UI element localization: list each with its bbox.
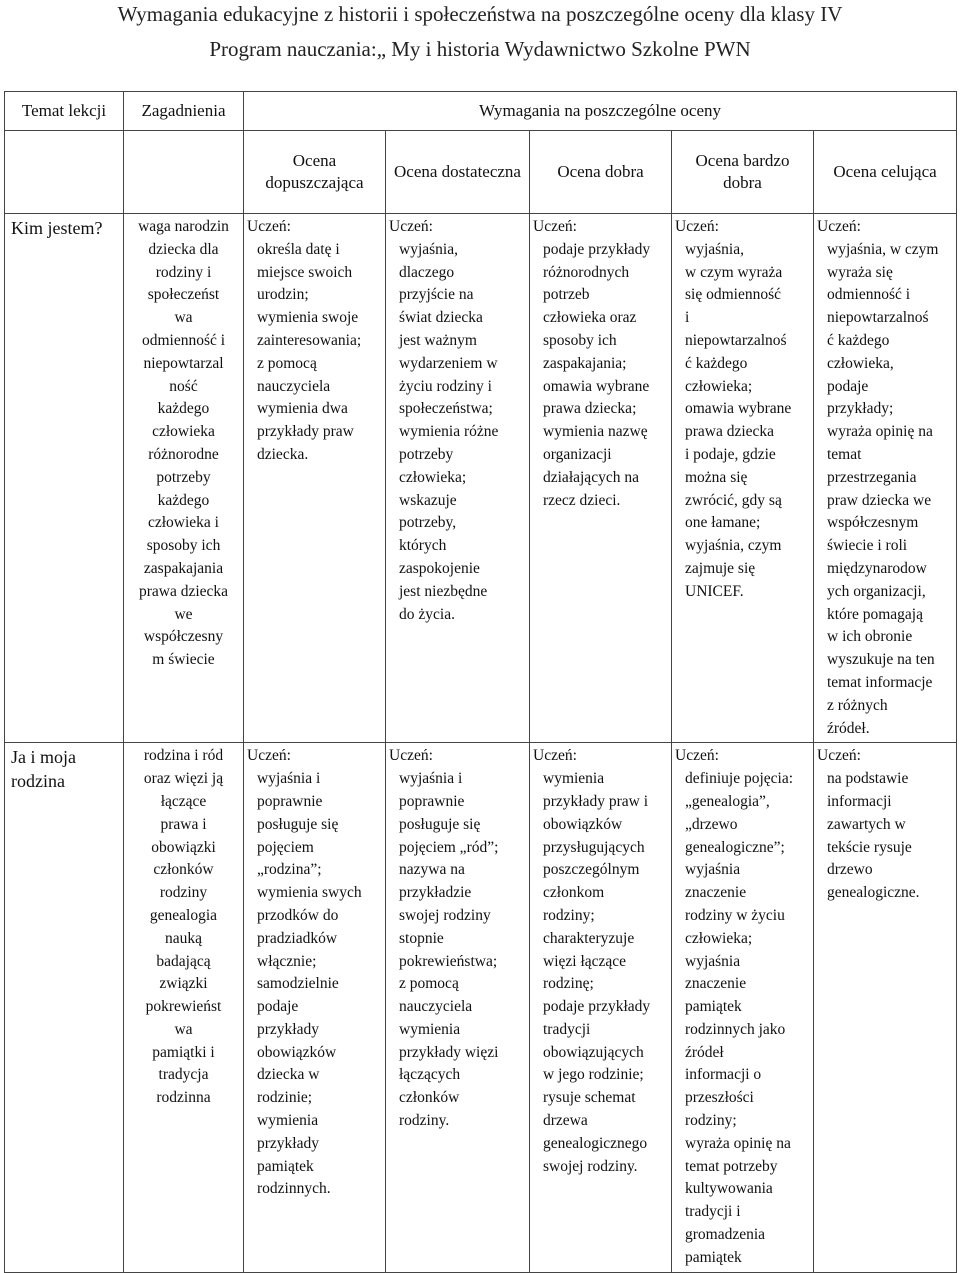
cell-line: źródeł xyxy=(685,1043,724,1061)
header-row xyxy=(5,92,957,131)
cell-line: pokrewieńst xyxy=(145,998,222,1016)
cell-line: których xyxy=(399,537,447,555)
cell-line: drzewo xyxy=(827,861,873,879)
cell-line: swojej rodziny xyxy=(399,906,491,924)
cell-line: tradycja xyxy=(158,1066,209,1084)
grade-cell xyxy=(386,743,530,1272)
cell-line: Uczeń: xyxy=(389,747,433,765)
issues-cell xyxy=(124,743,244,1272)
grade-cell xyxy=(386,214,530,743)
cell-line: przykłady xyxy=(257,1134,319,1152)
cell-line: przeszłości xyxy=(685,1089,754,1107)
cell-line: człowieka; xyxy=(685,929,753,947)
cell-line: Uczeń: xyxy=(675,747,719,765)
cell-line: człowieka oraz xyxy=(543,309,637,327)
cell-line: przykłady praw xyxy=(257,423,354,441)
cell-line: obowiązujących xyxy=(543,1043,644,1061)
cell-line: tekście rysuje xyxy=(827,838,912,856)
cell-line: współczesny xyxy=(143,628,224,646)
cell-line: wyjaśnia i xyxy=(257,770,321,788)
cell-line: pamiątek xyxy=(685,998,742,1016)
cell-line: niepowtarzalnoś xyxy=(827,309,929,327)
cell-line: przyjście na xyxy=(399,286,474,304)
cell-line: m świecie xyxy=(152,651,215,669)
cell-line: członków xyxy=(153,861,214,879)
cell-line: prawa dziecka; xyxy=(543,400,637,418)
cell-line: łączące xyxy=(160,792,207,810)
cell-line: charakteryzuje xyxy=(543,929,635,947)
cell-line: temat informacje xyxy=(827,673,933,691)
cell-line: członkom xyxy=(543,884,605,902)
cell-line: włącznie; xyxy=(257,952,317,970)
cell-line: podaje xyxy=(827,377,869,395)
cell-line: Uczeń: xyxy=(389,218,433,235)
topic-cell: Kim jestem? xyxy=(5,214,124,743)
cell-line: Uczeń: xyxy=(675,218,719,235)
cell-line: zaspokojenie xyxy=(399,559,480,577)
cell-line: podaje przykłady xyxy=(543,240,651,258)
cell-line: znaczenie xyxy=(685,884,747,902)
cell-line: gromadzenia xyxy=(685,1226,766,1244)
cell-line: kultywowania xyxy=(685,1180,773,1198)
cell-line: poprawnie xyxy=(399,792,465,810)
cell-line: działających na xyxy=(543,468,639,486)
cell-line: pojęciem „ród”; xyxy=(399,838,499,856)
cell-line: odmienność i xyxy=(827,286,911,304)
cell-line: wyjaśnia, xyxy=(399,240,458,258)
cell-line: „rodzina”; xyxy=(257,861,322,879)
cell-line: nauczyciela xyxy=(399,998,473,1016)
cell-line: we xyxy=(174,605,193,623)
cell-line: wymienia swoje xyxy=(257,309,359,327)
cell-line: poszczególnym xyxy=(543,861,640,879)
document-title: Wymagania edukacyjne z historii i społeczeństwa na poszczególne oceny dla klasy IV xyxy=(117,2,843,26)
cell-line: organizacji xyxy=(543,445,612,463)
cell-line: zaspakajania; xyxy=(543,354,627,372)
cell-line: podaje xyxy=(257,998,299,1016)
cell-line: związki xyxy=(159,975,208,993)
cell-line: obowiązków xyxy=(543,815,623,833)
table-row xyxy=(5,743,957,1272)
cell-line: definiuje pojęcia: xyxy=(685,770,794,788)
cell-line: rodzina i ród xyxy=(143,747,224,765)
cell-line: z pomocą xyxy=(399,975,459,993)
cell-line: rzecz dzieci. xyxy=(543,491,621,509)
cell-line: przykłady więzi xyxy=(399,1043,499,1061)
cell-line: odmienność i xyxy=(141,331,226,349)
cell-line: niepowtarzal xyxy=(143,354,224,372)
cell-line: niepowtarzalnoś xyxy=(685,331,787,349)
cell-line: życiu rodziny i xyxy=(399,377,492,395)
cell-line: więzi łączące xyxy=(543,952,627,970)
cell-line: samodzielnie xyxy=(257,975,339,993)
cell-line: ych organizacji, xyxy=(827,582,926,600)
cell-line: praw dziecka we xyxy=(827,491,932,509)
header-grade-4: Ocena dobra xyxy=(530,131,672,214)
cell-line: „genealogia”, xyxy=(685,792,770,810)
cell-line: przykłady xyxy=(257,1020,319,1038)
cell-line: rodziny i xyxy=(155,263,212,281)
cell-line: jest niezbędne xyxy=(399,582,488,600)
cell-line: do życia. xyxy=(399,605,455,623)
grades-header-row xyxy=(5,131,957,214)
cell-line: na podstawie xyxy=(827,770,909,788)
cell-line: stopnie xyxy=(399,929,444,947)
cell-line: genealogicznego xyxy=(543,1134,648,1152)
cell-line: rodziny; xyxy=(543,906,595,924)
topic-cell: Ja i moja rodzina xyxy=(5,743,124,1272)
cell-line: nauczyciela xyxy=(257,377,331,395)
cell-line: pokrewieństwa; xyxy=(399,952,498,970)
grade-cell xyxy=(814,214,957,743)
cell-line: informacji xyxy=(827,792,892,810)
cell-line: łączących xyxy=(399,1066,461,1084)
cell-line: wyjaśnia, xyxy=(685,240,744,258)
cell-line: świecie i roli xyxy=(827,537,908,555)
cell-line: Uczeń: xyxy=(247,218,291,235)
cell-line: określa datę i xyxy=(257,240,340,258)
cell-line: omawia wybrane xyxy=(543,377,650,395)
cell-line: współczesnym xyxy=(827,514,919,532)
cell-line: wyraża się xyxy=(827,263,893,281)
cell-line: wyjaśnia, w czym xyxy=(827,240,939,258)
cell-line: UNICEF. xyxy=(685,582,744,600)
cell-line: zwrócić, gdy są xyxy=(685,491,782,509)
cell-line: potrzeby, xyxy=(399,514,457,532)
cell-line: „drzewo xyxy=(685,815,738,833)
cell-line: człowieka; xyxy=(399,468,467,486)
grade-cell xyxy=(672,214,814,743)
cell-line: wymienia xyxy=(399,1020,461,1038)
cell-line: dlaczego xyxy=(399,263,455,281)
program-subtitle: Program nauczania:„ My i historia Wydawnictwo Szkolne PWN xyxy=(209,37,751,61)
cell-line: dziecka dla xyxy=(148,240,219,258)
cell-line: rodziny xyxy=(159,884,208,902)
cell-line: sposoby ich xyxy=(146,537,221,555)
cell-line: drzewa xyxy=(543,1112,588,1130)
cell-line: z pomocą xyxy=(257,354,317,372)
header-topic: Temat lekcji xyxy=(5,92,124,131)
grade-cell xyxy=(672,743,814,1272)
header-grade-2: Ocena dopuszczająca xyxy=(244,131,386,214)
header-issues: Zagadnienia xyxy=(124,92,244,131)
cell-line: tradycji xyxy=(543,1020,591,1038)
cell-line: temat xyxy=(827,445,862,463)
grade-cell xyxy=(244,214,386,743)
cell-line: świat dziecka xyxy=(399,309,483,327)
cell-line: rodziny. xyxy=(399,1112,450,1130)
cell-line: w ich obronie xyxy=(827,628,913,646)
cell-line: sposoby ich xyxy=(543,331,617,349)
cell-line: rodzinę; xyxy=(543,975,594,993)
cell-line: posługuje się xyxy=(257,815,339,833)
cell-line: które pomagają xyxy=(827,605,923,623)
grade-cell xyxy=(244,743,386,1272)
cell-line: pamiątek xyxy=(257,1157,314,1175)
cell-line: z różnych xyxy=(827,696,888,714)
cell-line: posługuje się xyxy=(399,815,481,833)
cell-line: każdego xyxy=(157,400,210,418)
cell-line: się odmienność xyxy=(685,286,781,304)
header-grade-5: Ocena bardzo dobra xyxy=(672,131,814,214)
grade-cell xyxy=(814,743,957,1272)
cell-line: wyjaśnia xyxy=(685,861,741,879)
cell-line: przysługujących xyxy=(543,838,645,856)
cell-line: badającą xyxy=(156,952,211,970)
cell-line: ność xyxy=(169,377,198,395)
cell-line: pradziadków xyxy=(257,929,338,947)
header-grade-3: Ocena dostateczna xyxy=(386,131,530,214)
cell-line: w czym wyraża xyxy=(685,263,783,281)
cell-line: człowieka; xyxy=(685,377,753,395)
cell-line: Uczeń: xyxy=(247,747,291,765)
cell-line: miejsce swoich xyxy=(257,263,353,281)
cell-line: rysuje schemat xyxy=(543,1089,636,1107)
cell-line: dziecka w xyxy=(257,1066,320,1084)
cell-line: rodzinnych. xyxy=(257,1180,331,1198)
cell-line: nauką xyxy=(164,929,202,947)
cell-line: różnorodne xyxy=(148,445,219,463)
cell-line: urodzin; xyxy=(257,286,309,304)
header-requirements: Wymagania na poszczególne oceny xyxy=(244,92,957,131)
cell-line: wa xyxy=(174,309,193,327)
cell-line: wydarzeniem w xyxy=(399,354,498,372)
cell-line: genealogiczne. xyxy=(827,884,920,902)
cell-line: w jego rodzinie; xyxy=(543,1066,644,1084)
cell-line: zaspakajania xyxy=(143,559,224,577)
cell-line: rodziny w życiu xyxy=(685,906,785,924)
issues-cell xyxy=(124,214,244,743)
cell-line: swojej rodziny. xyxy=(543,1157,638,1175)
cell-line: rodziny; xyxy=(685,1112,737,1130)
cell-line: źródeł. xyxy=(827,719,870,737)
cell-line: rodzinie; xyxy=(257,1089,313,1107)
cell-line: wyjaśnia xyxy=(685,952,741,970)
header-grade-6: Ocena celująca xyxy=(814,131,957,214)
cell-line: wymienia xyxy=(543,770,605,788)
header-empty-issues xyxy=(124,131,244,214)
cell-line: wymienia nazwę xyxy=(543,423,648,441)
cell-line: wyraża opinię na xyxy=(685,1134,791,1152)
cell-line: międzynarodow xyxy=(827,559,927,577)
cell-line: prawa dziecka xyxy=(138,582,229,600)
cell-line: pamiątki i xyxy=(152,1043,215,1061)
cell-line: potrzeb xyxy=(543,286,590,304)
cell-line: jest ważnym xyxy=(399,331,477,349)
cell-line: Uczeń: xyxy=(533,747,577,765)
cell-line: wyraża opinię na xyxy=(827,423,933,441)
cell-line: wskazuje xyxy=(399,491,457,509)
cell-line: pojęciem xyxy=(257,838,314,856)
cell-line: rodzinna xyxy=(156,1089,211,1107)
cell-line: informacji o xyxy=(685,1066,762,1084)
cell-line: każdego xyxy=(157,491,210,509)
cell-line: nazywa na xyxy=(399,861,465,879)
cell-line: obowiązki xyxy=(151,838,216,856)
cell-line: społeczeńst xyxy=(147,286,220,304)
cell-line: temat potrzeby xyxy=(685,1157,778,1175)
table-row xyxy=(5,214,957,743)
cell-line: rodzinnych jako xyxy=(685,1020,786,1038)
cell-line: człowieka i xyxy=(147,514,219,532)
grade-cell xyxy=(530,214,672,743)
cell-line: podaje przykłady xyxy=(543,998,651,1016)
cell-line: Uczeń: xyxy=(533,218,577,235)
requirements-table xyxy=(4,91,957,1273)
cell-line: omawia wybrane xyxy=(685,400,792,418)
cell-line: człowieka xyxy=(152,423,215,441)
cell-line: oraz więzi ją xyxy=(143,770,224,788)
cell-line: przykłady praw i xyxy=(543,792,649,810)
cell-line: ć każdego xyxy=(827,331,890,349)
cell-line: genealogiczne”; xyxy=(685,838,785,856)
cell-line: potrzeby xyxy=(399,445,454,463)
cell-line: poprawnie xyxy=(257,792,323,810)
cell-line: społeczeństwa; xyxy=(399,400,493,418)
cell-line: pamiątek xyxy=(685,1248,742,1266)
cell-line: wymienia swych xyxy=(257,884,362,902)
cell-line: tradycji i xyxy=(685,1203,741,1221)
cell-line: wyjaśnia i xyxy=(399,770,463,788)
cell-line: zainteresowania; xyxy=(257,331,362,349)
cell-line: i podaje, gdzie xyxy=(685,445,776,463)
cell-line: Uczeń: xyxy=(817,747,861,765)
cell-line: i xyxy=(685,309,690,327)
cell-line: waga narodzin xyxy=(138,218,229,235)
cell-line: genealogia xyxy=(149,906,218,924)
cell-line: potrzeby xyxy=(156,468,211,486)
cell-line: prawa dziecka xyxy=(685,423,775,441)
cell-line: wymienia dwa xyxy=(257,400,348,418)
cell-line: można się xyxy=(685,468,748,486)
cell-line: Uczeń: xyxy=(817,218,861,235)
cell-line: przestrzegania xyxy=(827,468,917,486)
cell-line: wyszukuje na ten xyxy=(827,651,935,669)
cell-line: one łamane; xyxy=(685,514,761,532)
cell-line: zawartych w xyxy=(827,815,906,833)
cell-line: obowiązków xyxy=(257,1043,337,1061)
cell-line: przykłady; xyxy=(827,400,894,418)
cell-line: różnorodnych xyxy=(543,263,630,281)
grade-cell xyxy=(530,743,672,1272)
cell-line: wymienia xyxy=(257,1112,319,1130)
cell-line: ć każdego xyxy=(685,354,748,372)
cell-line: wymienia różne xyxy=(399,423,499,441)
cell-line: prawa i xyxy=(160,815,207,833)
cell-line: człowieka, xyxy=(827,354,894,372)
cell-line: członków xyxy=(399,1089,460,1107)
cell-line: przykładzie xyxy=(399,884,472,902)
cell-line: przodków do xyxy=(257,906,339,924)
cell-line: wyjaśnia, czym xyxy=(685,537,782,555)
cell-line: wa xyxy=(174,1020,193,1038)
cell-line: dziecka. xyxy=(257,445,309,463)
cell-line: znaczenie xyxy=(685,975,747,993)
cell-line: zajmuje się xyxy=(685,559,756,577)
header-empty-topic xyxy=(5,131,124,214)
